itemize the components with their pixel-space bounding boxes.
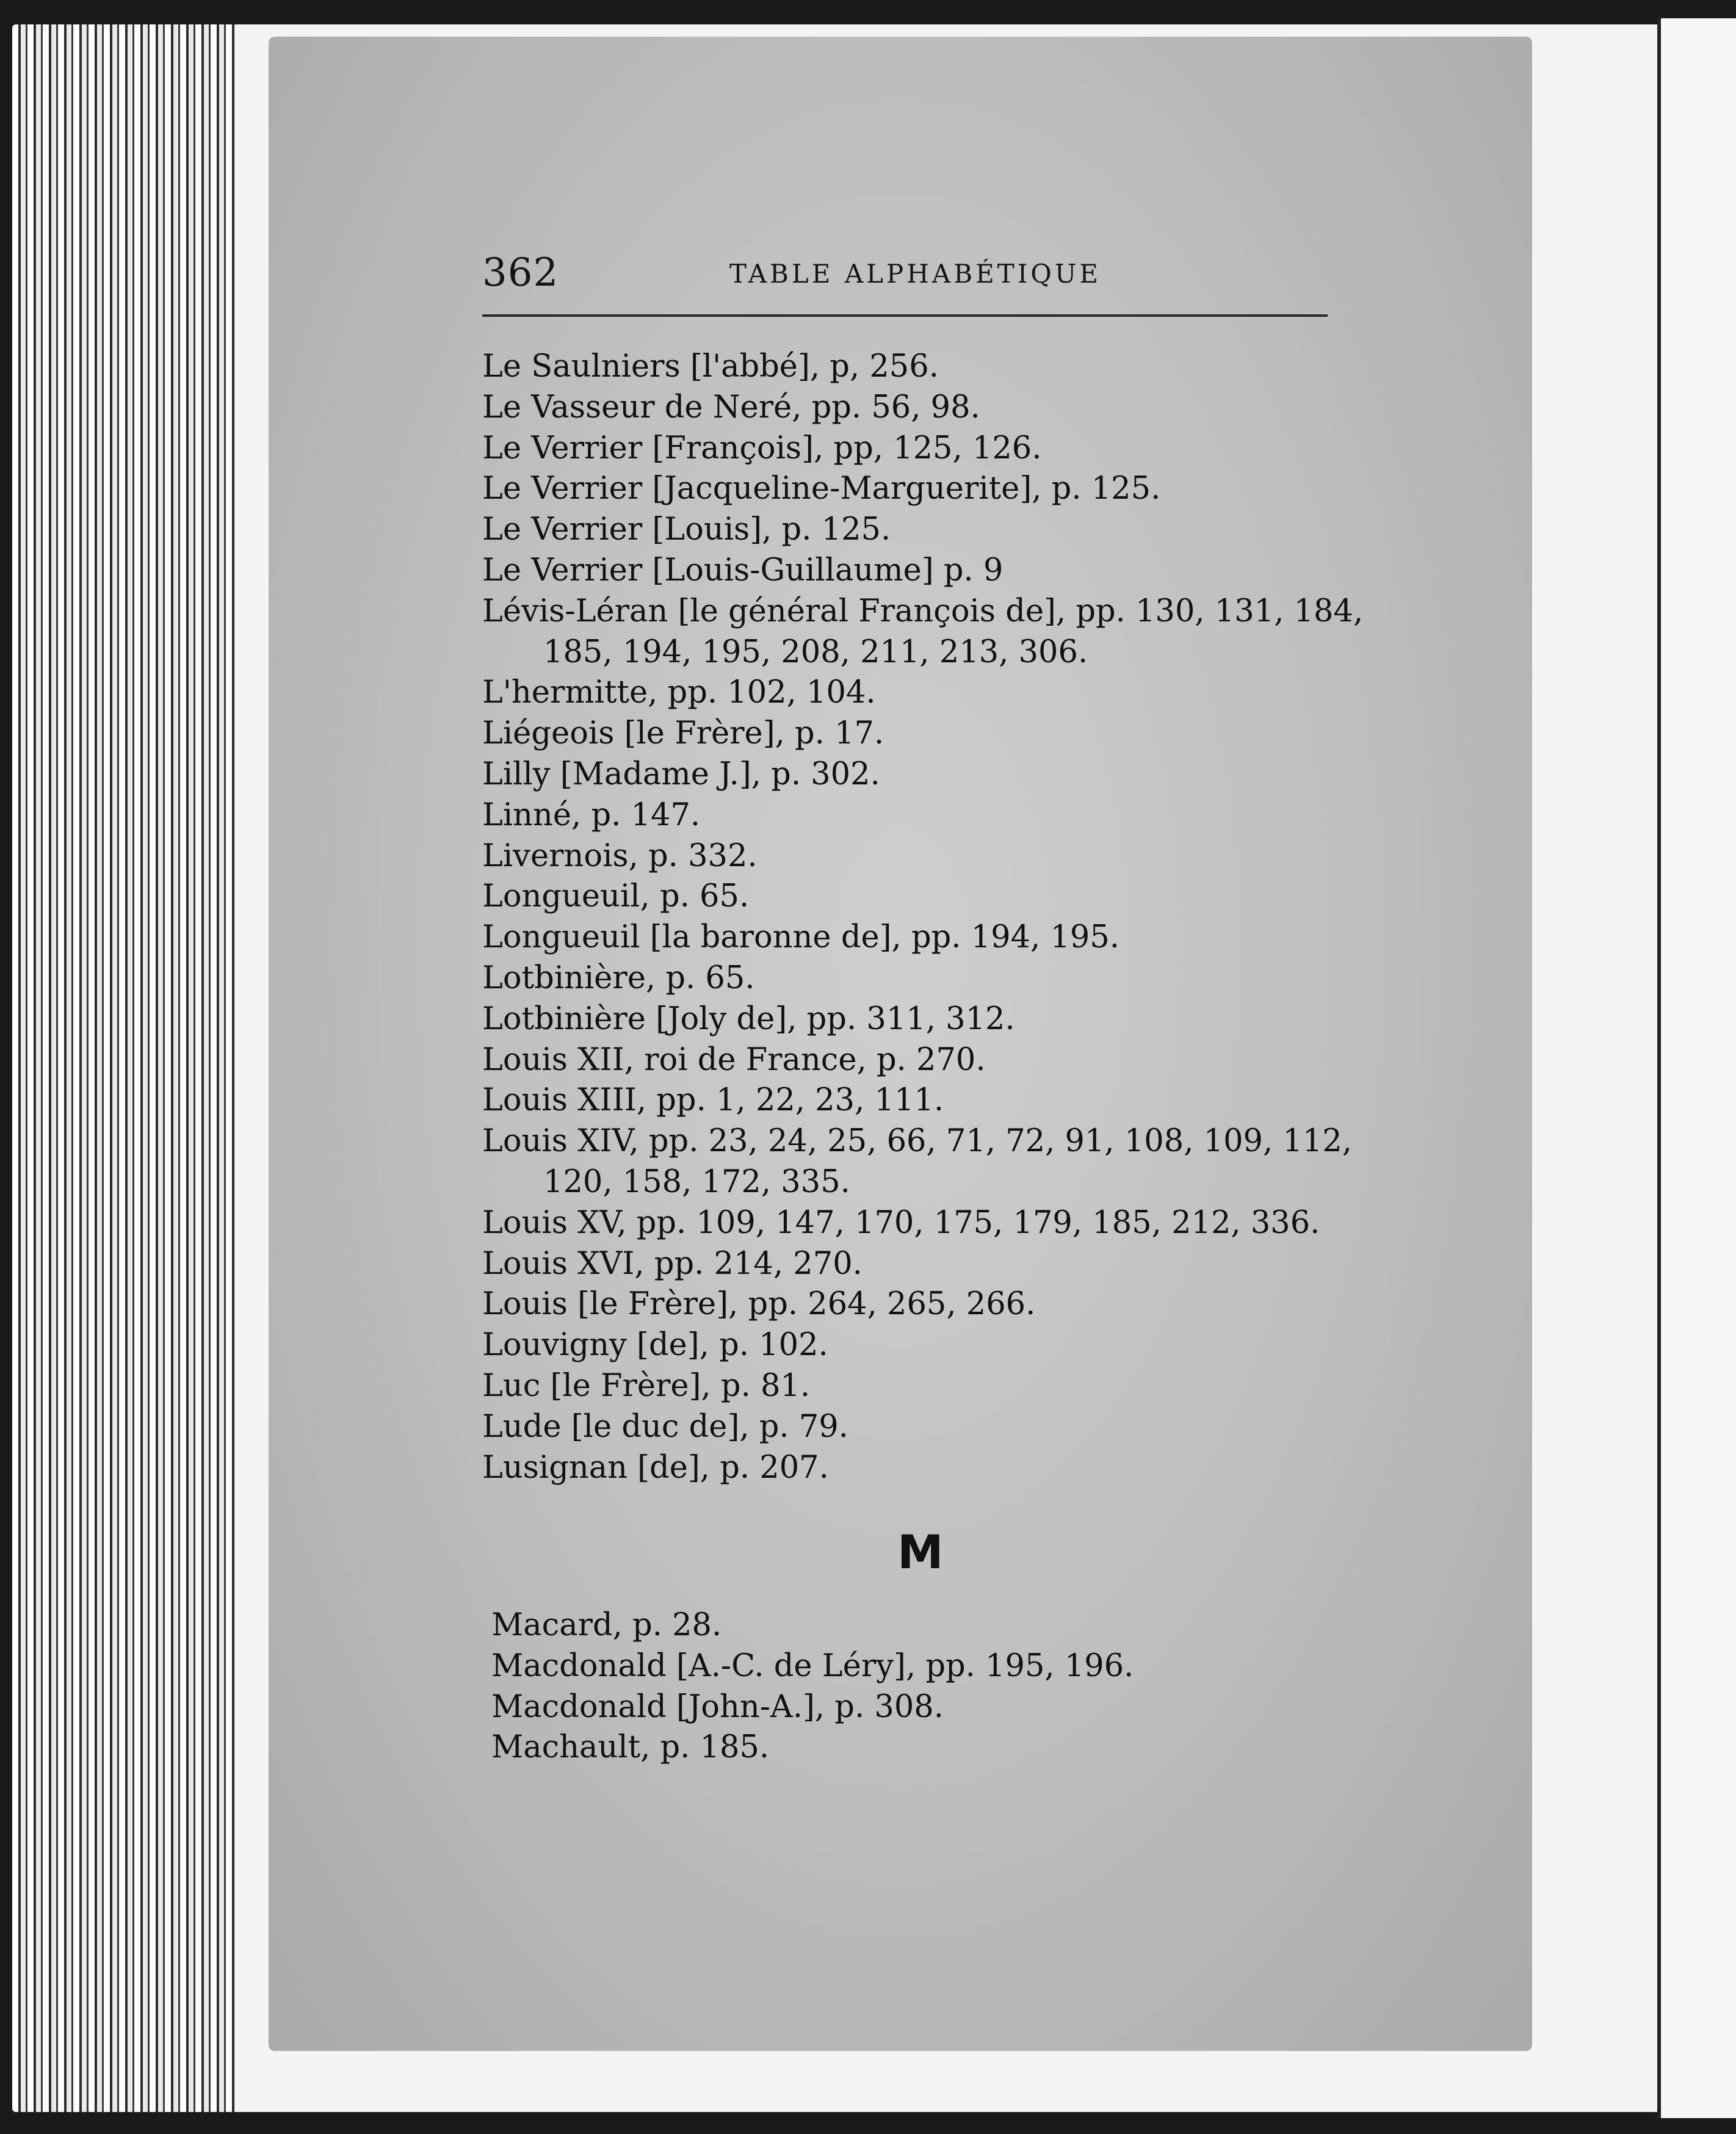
index-entry: Luc [le Frère], p. 81. bbox=[482, 1367, 811, 1404]
index-entry: Louis XIV, pp. 23, 24, 25, 66, 71, 72, 91, 108, 109, 112, bbox=[482, 1123, 1352, 1160]
index-entry: Lilly [Madame J.], p. 302. bbox=[482, 756, 880, 792]
running-title: TABLE ALPHABÉTIQUE bbox=[729, 259, 1101, 289]
index-entry: Le Verrier [Jacqueline-Marguerite], p. 125. bbox=[482, 471, 1161, 507]
index-entry: Livernois, p. 332. bbox=[482, 837, 758, 874]
index-list-m bbox=[491, 1605, 1376, 1768]
index-entry: Lévis-Léran [le général François de], pp. 130, 131, 184, bbox=[482, 593, 1364, 629]
index-entry: Le Verrier [François], pp, 125, 126. bbox=[482, 430, 1042, 466]
index-entry: Lotbinière, p. 65. bbox=[482, 960, 755, 996]
index-entry-continuation: 120, 158, 172, 335. bbox=[543, 1163, 850, 1200]
index-entry: Lusignan [de], p. 207. bbox=[482, 1449, 829, 1486]
header-rule bbox=[482, 314, 1328, 317]
index-entry: Macard, p. 28. bbox=[491, 1607, 722, 1643]
index-entry: Liégeois [le Frère], p. 17. bbox=[482, 715, 884, 752]
index-entry: Le Verrier [Louis], p. 125. bbox=[482, 512, 891, 548]
index-entry: Lude [le duc de], p. 79. bbox=[482, 1408, 848, 1445]
index-entry: Louis [le Frère], pp. 264, 265, 266. bbox=[482, 1286, 1036, 1323]
index-entry: Machault, p. 185. bbox=[491, 1729, 770, 1766]
index-entry: Linné, p. 147. bbox=[482, 797, 701, 833]
index-entry: Le Verrier [Louis-Guillaume] p. 9 bbox=[482, 552, 1004, 588]
index-entry: Lotbinière [Joly de], pp. 311, 312. bbox=[482, 1000, 1015, 1037]
index-entry: Louvigny [de], p. 102. bbox=[482, 1327, 828, 1364]
index-entry: Le Vasseur de Neré, pp. 56, 98. bbox=[482, 389, 980, 425]
facing-page-edge bbox=[1657, 18, 1736, 2118]
index-entry: Louis XII, roi de France, p. 270. bbox=[482, 1041, 986, 1078]
index-entry: Longueuil [la baronne de], pp. 194, 195. bbox=[482, 919, 1120, 956]
index-entry-continuation: 185, 194, 195, 208, 211, 213, 306. bbox=[543, 634, 1088, 670]
index-list-l bbox=[482, 347, 1367, 1488]
index-entry: Macdonald [A.-C. de Léry], pp. 195, 196. bbox=[491, 1648, 1134, 1684]
index-entry: L'hermitte, pp. 102, 104. bbox=[482, 675, 876, 711]
index-entry: Le Saulniers [l'abbé], p, 256. bbox=[482, 349, 939, 385]
index-entry: Louis XVI, pp. 214, 270. bbox=[482, 1245, 863, 1282]
index-entry: Louis XV, pp. 109, 147, 170, 175, 179, 185, 212, 336. bbox=[482, 1204, 1320, 1241]
index-entry: Macdonald [John-A.], p. 308. bbox=[491, 1688, 944, 1725]
index-entry: Longueuil, p. 65. bbox=[482, 878, 750, 915]
index-entry: Louis XIII, pp. 1, 22, 23, 111. bbox=[482, 1082, 944, 1119]
section-letter-m: M bbox=[897, 1525, 944, 1579]
page-header bbox=[482, 250, 1331, 324]
book-page-edges bbox=[12, 24, 244, 2112]
page-number: 362 bbox=[482, 250, 559, 295]
